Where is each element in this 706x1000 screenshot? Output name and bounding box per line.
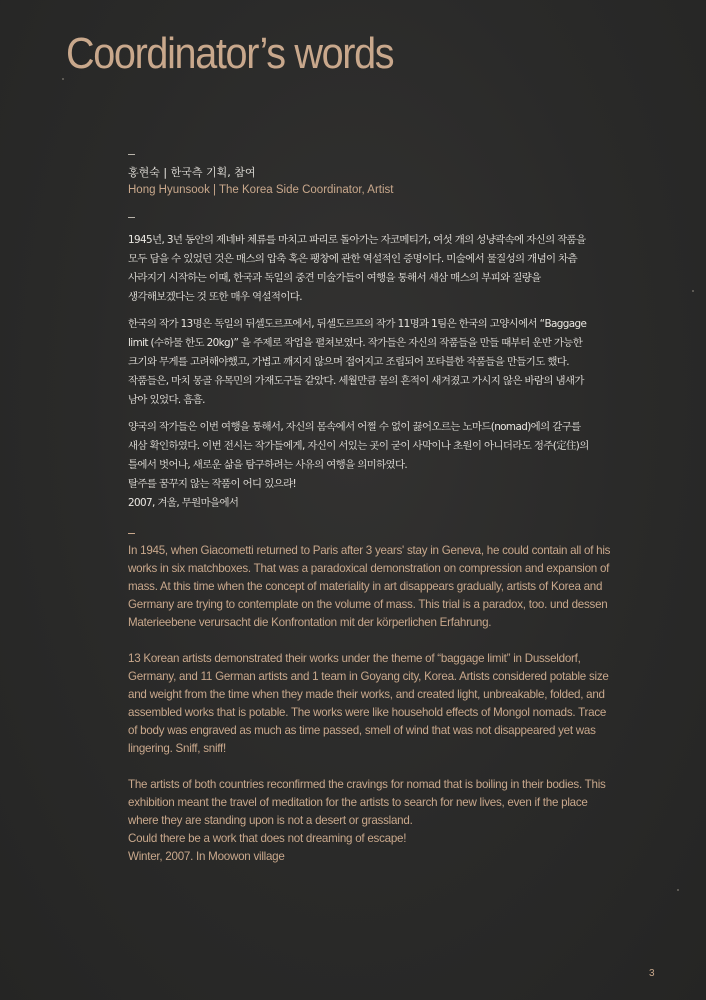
text-line: of body was engraved as much as time passed, smell of wind that was not disappeared yet was — [128, 724, 596, 737]
text-line: works in six matchboxes. That was a paradoxical demonstration on compression and expansion of — [128, 562, 610, 575]
text-line: Could there be a work that does not dreaming of escape! — [128, 832, 407, 845]
text-line: Materieebene verursacht die Konfrontation mit der körperlichen Erfahrung. — [128, 616, 492, 629]
english-text-block — [128, 529, 611, 866]
text-line: Germany are trying to contemplate on the volume of mass. This trial is a paradox, too. und dessen — [128, 598, 608, 611]
page-number: 3 — [649, 968, 655, 979]
text-line: exhibition meant the travel of meditation for the artists to search for new lives, even if the place — [128, 796, 588, 809]
korean-text-block — [128, 231, 598, 513]
text-line: 사라지기 시작하는 이때, 한국과 독일의 중견 미술가들이 여행을 통해서 새삼 매스의 부피와 질량을 — [128, 272, 541, 284]
text-line: 작품들은, 마치 몽골 유목민의 가재도구들 같았다. 세월만큼 몸의 흔적이 새겨졌고 가시지 않은 바람의 냄새가 — [128, 375, 584, 387]
text-line: Winter, 2007. In Moowon village — [128, 850, 285, 863]
author-korean: 홍현숙 | 한국측 기획, 참여 — [128, 166, 256, 179]
text-line: 틀에서 벗어나, 새로운 삶을 탐구하려는 사유의 여행을 의미하였다. — [128, 459, 408, 471]
english-paragraph — [128, 542, 611, 632]
text-line: 탈주를 꿈꾸지 않는 작품이 어디 있으랴! — [128, 478, 297, 490]
text-line: 양국의 작가들은 이번 여행을 통해서, 자신의 몸속에서 어쩔 수 없이 끓어오르는 노마드(nomad)에의 갈구를 — [128, 421, 581, 433]
dust-speck — [692, 290, 694, 292]
section-dash — [128, 529, 598, 539]
author-english: Hong Hyunsook | The Korea Side Coordinator, Artist — [128, 184, 394, 196]
text-line: limit (수하물 한도 20kg)” 을 주제로 작업을 펼쳐보였다. 작가들은 자신의 작품들을 만들 때부터 운반 가능한 — [128, 337, 583, 349]
article-body — [128, 150, 611, 884]
text-line: where they are standing upon is not a desert or grassland. — [128, 814, 413, 827]
text-line: assembled works that is potable. The works were like household effects of Mongol nomads. Trace — [128, 706, 607, 719]
text-line: mass. At this time when the concept of materiality in art disappears gradually, artists of Korea and — [128, 580, 603, 593]
english-paragraph — [128, 650, 609, 758]
text-line: The artists of both countries reconfirmed the cravings for nomad that is boiling in their bodies. This — [128, 778, 606, 791]
text-line: 2007, 겨울, 무원마을에서 — [128, 497, 239, 509]
text-line: 1945년, 3년 동안의 제네바 체류를 마치고 파리로 돌아가는 자코메티가, 여섯 개의 성냥곽속에 자신의 작품을 — [128, 234, 586, 246]
english-paragraph — [128, 776, 606, 866]
text-line: 생각해보겠다는 것 또한 매우 역설적이다. — [128, 291, 302, 303]
text-line: 남아 있었다. 흠흠. — [128, 394, 205, 406]
text-line: 13 Korean artists demonstrated their works under the theme of “baggage limit” in Dusseldorf, — [128, 652, 581, 665]
korean-paragraph — [128, 418, 598, 513]
section-dash — [128, 150, 598, 160]
text-line: 크기와 무게를 고려해야했고, 가볍고 깨지지 않으며 접어지고 조립되어 포타블한 작품들을 만들기도 했다. — [128, 356, 569, 368]
text-line: lingering. Sniff, sniff! — [128, 742, 226, 755]
korean-paragraph — [128, 231, 598, 307]
korean-paragraph — [128, 315, 598, 410]
text-line: 한국의 작가 13명은 독일의 뒤셀도르프에서, 뒤셀도르프의 작가 11명과 1팀은 한국의 고양시에서 “Baggage — [128, 318, 587, 330]
section-dash — [128, 213, 598, 223]
page-title: Coordinator’s words — [66, 29, 394, 78]
text-line: 새삼 확인하였다. 이번 전시는 작가들에게, 자신이 서있는 곳이 굳이 사막이나 초원이 아니더라도 정주(定住)의 — [128, 440, 589, 452]
text-line: In 1945, when Giacometti returned to Paris after 3 years' stay in Geneva, he could contain all of his — [128, 544, 611, 557]
dust-speck — [62, 78, 64, 80]
text-line: Germany, and 11 German artists and 1 team in Goyang city, Korea. Artists considered potable size — [128, 670, 609, 683]
text-line: and weight from the time when they made their works, and created light, unbreakable, folded, and — [128, 688, 605, 701]
text-line: 모두 담을 수 있었던 것은 매스의 압축 혹은 팽창에 관한 역설적인 증명이다. 미술에서 물질성의 개념이 차츰 — [128, 253, 578, 265]
dust-speck — [677, 889, 679, 891]
